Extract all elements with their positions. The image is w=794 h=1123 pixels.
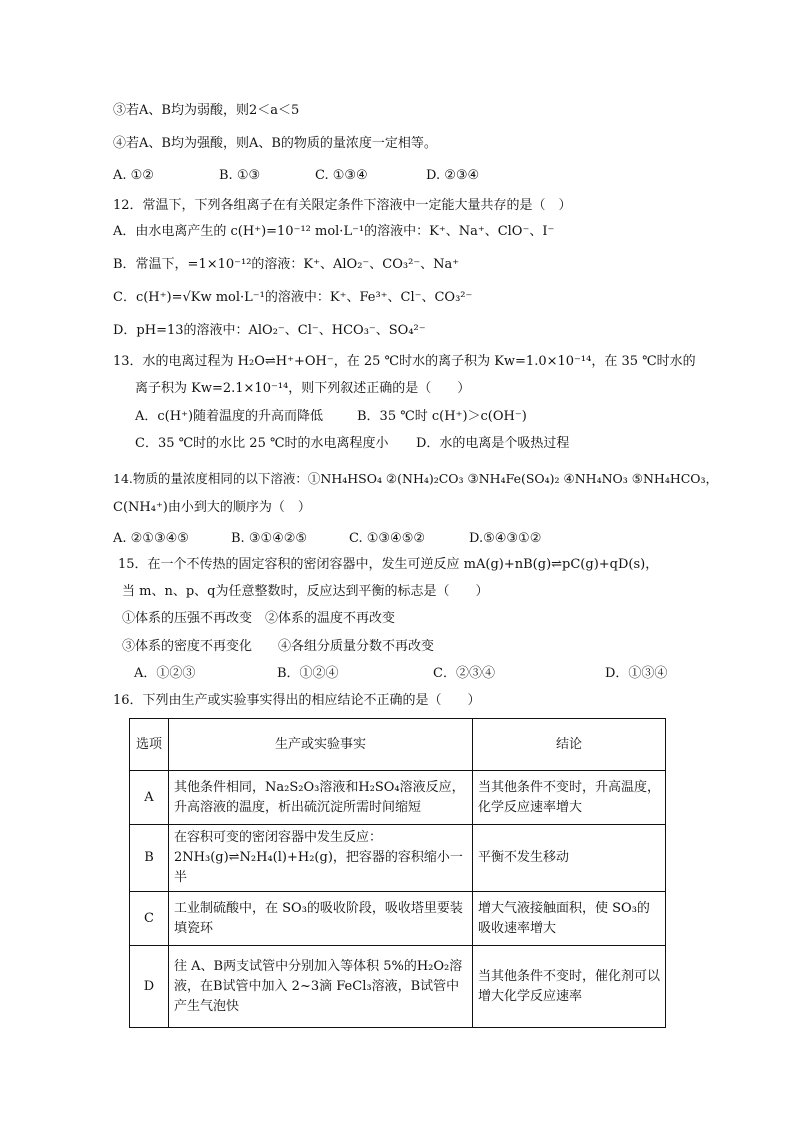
q16-stem: 16．下列由生产或实验事实得出的相应结论不正确的是（ ） <box>113 693 481 708</box>
q13-option-c: C．35 ℃时的水比 25 ℃时的水电离程度小 <box>135 436 389 451</box>
q13-option-b: B．35 ℃时 c(H⁺)＞c(OH⁻) <box>357 409 527 424</box>
q11-option-b: B. ①③ <box>219 168 261 183</box>
q15-statements-1-2: ①体系的压强不再改变 ②体系的温度不再改变 <box>122 611 396 626</box>
q14-option-a: A. ②①③④⑤ <box>113 531 189 546</box>
q11-option-a: A. ①② <box>113 168 154 183</box>
row-fact: 其他条件相同，Na₂S₂O₃溶液和H₂SO₄溶液反应，升高溶液的温度，析出硫沉淀所需时间缩短 <box>169 771 473 825</box>
row-option: A <box>130 771 169 825</box>
q15-option-a: A．①②③ <box>134 666 196 681</box>
q12-stem: 12．常温下，下列各组离子在有关限定条件下溶液中一定能大量共存的是（ ） <box>113 198 572 213</box>
header-conclusion: 结论 <box>473 719 666 771</box>
q12-option-a: A．由水电离产生的 c(H⁺)=10⁻¹² mol·L⁻¹的溶液中：K⁺、Na⁺、ClO⁻、I⁻ <box>113 224 555 239</box>
row-conclusion: 平衡不发生移动 <box>473 825 666 892</box>
q13-stem-line-2: 离子积为 Kw=2.1×10⁻¹⁴，则下列叙述正确的是（ ） <box>135 381 471 396</box>
row-fact: 工业制硫酸中，在 SO₃的吸收阶段，吸收塔里要装填瓷环 <box>169 892 473 946</box>
table-row <box>130 825 666 892</box>
row-fact: 往 A、B两支试管中分别加入等体积 5%的H₂O₂溶液，在B试管中加入 2~3滴 FeCl₃溶液，B试管中产生气泡快 <box>169 946 473 1028</box>
row-conclusion: 增大气液接触面积，使 SO₃的吸收速率增大 <box>473 892 666 946</box>
row-conclusion: 当其他条件不变时，升高温度，化学反应速率增大 <box>473 771 666 825</box>
table-header-row <box>130 719 666 771</box>
q12-option-c: C．c(H⁺)=√Kw mol·L⁻¹的溶液中：K⁺、Fe³⁺、Cl⁻、CO₃²⁻ <box>113 290 473 305</box>
row-option: B <box>130 825 169 892</box>
q15-stem-line-1: 15．在一个不传热的固定容积的密闭容器中，发生可逆反应 mA(g)+nB(g)⇌pC(g)+qD(s)， <box>118 557 659 572</box>
q11-statement-4: ④若A、B均为强酸，则A、B的物质的量浓度一定相等。 <box>113 136 437 151</box>
row-option: C <box>130 892 169 946</box>
q14-option-b: B. ③①④②⑤ <box>231 531 308 546</box>
q15-stem-line-2: 当 m、n、p、q为任意整数时，反应达到平衡的标志是（ ） <box>122 584 489 599</box>
header-fact: 生产或实验事实 <box>169 719 473 771</box>
q13-option-a: A．c(H⁺)随着温度的升高而降低 <box>135 409 324 424</box>
q15-option-c: C．②③④ <box>433 666 495 681</box>
header-option: 选项 <box>130 719 169 771</box>
q15-option-d: D．①③④ <box>605 666 668 681</box>
q15-option-b: B．①②④ <box>277 666 339 681</box>
q13-option-d: D．水的电离是个吸热过程 <box>416 436 570 451</box>
row-conclusion: 当其他条件不变时，催化剂可以增大化学反应速率 <box>473 946 666 1028</box>
q13-stem-line-1: 13．水的电离过程为 H₂O⇌H⁺+OH⁻，在 25 ℃时水的离子积为 Kw=1.0×10⁻¹⁴，在 35 ℃时水的 <box>113 354 696 369</box>
table-row <box>130 771 666 825</box>
table-row <box>130 946 666 1028</box>
row-option: D <box>130 946 169 1028</box>
q14-stem-line-1: 14.物质的量浓度相同的以下溶液：①NH₄HSO₄ ②(NH₄)₂CO₃ ③NH₄Fe(SO₄)₂ ④NH₄NO₃ ⑤NH₄HCO₃， <box>113 471 719 486</box>
q14-stem-line-2: C(NH₄⁺)由小到大的顺序为（ ） <box>113 500 311 515</box>
q11-option-c: C. ①③④ <box>315 168 368 183</box>
q15-statements-3-4: ③体系的密度不再变化 ④各组分质量分数不再改变 <box>122 639 435 654</box>
q12-option-b: B．常温下，=1×10⁻¹²的溶液：K⁺、AlO₂⁻、CO₃²⁻、Na⁺ <box>113 257 460 272</box>
q14-option-c: C. ①③④⑤② <box>349 531 426 546</box>
q14-option-d: D.⑤④③①② <box>469 531 542 546</box>
facts-table <box>129 718 666 1028</box>
q11-option-d: D. ②③④ <box>426 168 480 183</box>
table-row <box>130 892 666 946</box>
q11-statement-3: ③若A、B均为弱酸，则2＜a＜5 <box>113 103 300 118</box>
q12-option-d: D．pH=13的溶液中：AlO₂⁻、Cl⁻、HCO₃⁻、SO₄²⁻ <box>113 323 426 338</box>
row-fact: 在容积可变的密闭容器中发生反应：2NH₃(g)⇌N₂H₄(l)+H₂(g)，把容器的容积缩小一半 <box>169 825 473 892</box>
